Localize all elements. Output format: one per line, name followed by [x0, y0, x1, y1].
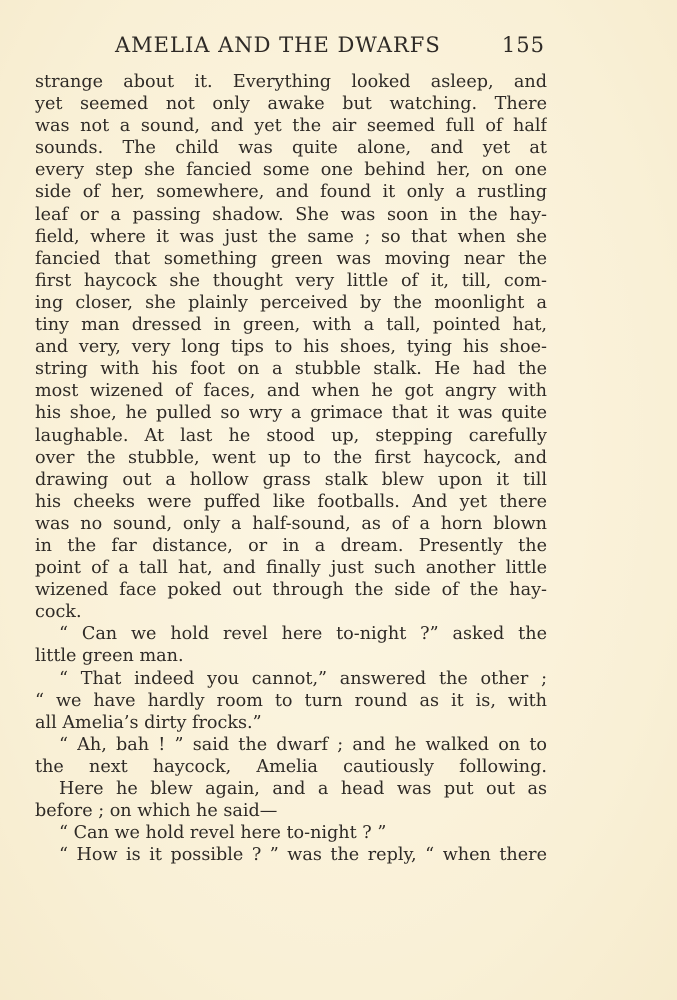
- text-line: and very, very long tips to his shoes, tying his shoe-: [35, 337, 547, 358]
- text-line: first haycock she thought very little of it, till, com-: [35, 270, 547, 291]
- text-line: Here he blew again, and a head was put out as: [59, 779, 547, 799]
- text-line: his cheeks were puffed like footballs. And yet there: [35, 491, 547, 512]
- text-line: fancied that something green was moving near the: [35, 248, 547, 269]
- text-line: cock.: [35, 602, 82, 623]
- text-line: all Amelia’s dirty frocks.”: [35, 712, 262, 733]
- text-line: leaf or a passing shadow. She was soon in the hay-: [35, 204, 547, 225]
- page-number: 155: [501, 33, 545, 57]
- text-line: side of her, somewhere, and found it only a rustling: [35, 182, 547, 203]
- text-line: “ That indeed you cannot,” answered the other ;: [59, 668, 547, 689]
- text-line: most wizened of faces, and when he got angry with: [35, 381, 547, 402]
- body-text: [35, 71, 547, 866]
- text-line: “ Can we hold revel here to-night ? ”: [59, 823, 387, 844]
- text-line: “ we have hardly room to turn round as it is, with: [35, 690, 547, 711]
- text-line: ing closer, she plainly perceived by the moonlight a: [35, 292, 547, 313]
- text-line: laughable. At last he stood up, stepping carefully: [35, 425, 547, 446]
- running-title: AMELIA AND THE DWARFS: [115, 33, 441, 57]
- text-line: before ; on which he said—: [35, 801, 278, 822]
- text-line: was no sound, only a half-sound, as of a horn blown: [35, 513, 547, 534]
- text-line: point of a tall hat, and finally just such another little: [35, 558, 547, 579]
- text-line: “ How is it possible ? ” was the reply, “ when there: [59, 845, 547, 866]
- running-head: [115, 33, 545, 61]
- text-line: his shoe, he pulled so wry a grimace that it was quite: [35, 403, 547, 424]
- text-line: the next haycock, Amelia cautiously following.: [35, 756, 547, 777]
- text-line: “ Ah, bah ! ” said the dwarf ; and he walked on to: [59, 734, 547, 755]
- text-line: little green man.: [35, 646, 184, 667]
- text-line: drawing out a hollow grass stalk blew upon it till: [35, 469, 547, 490]
- text-line: wizened face poked out through the side of the hay-: [35, 580, 547, 601]
- text-line: over the stubble, went up to the first haycock, and: [35, 447, 547, 468]
- text-line: string with his foot on a stubble stalk. He had the: [35, 359, 547, 380]
- text-line: tiny man dressed in green, with a tall, pointed hat,: [35, 315, 547, 336]
- text-line: was not a sound, and yet the air seemed full of half: [35, 116, 547, 137]
- text-line: field, where it was just the same ; so that when she: [35, 226, 547, 247]
- text-line: in the far distance, or in a dream. Presently the: [35, 535, 547, 556]
- text-line: sounds. The child was quite alone, and yet at: [35, 138, 547, 159]
- text-line: yet seemed not only awake but watching. There: [35, 94, 547, 115]
- text-line: “ Can we hold revel here to-night ?” asked the: [59, 624, 547, 645]
- text-line: every step she fancied some one behind her, on one: [35, 160, 547, 181]
- text-line: strange about it. Everything looked asleep, and: [35, 72, 547, 92]
